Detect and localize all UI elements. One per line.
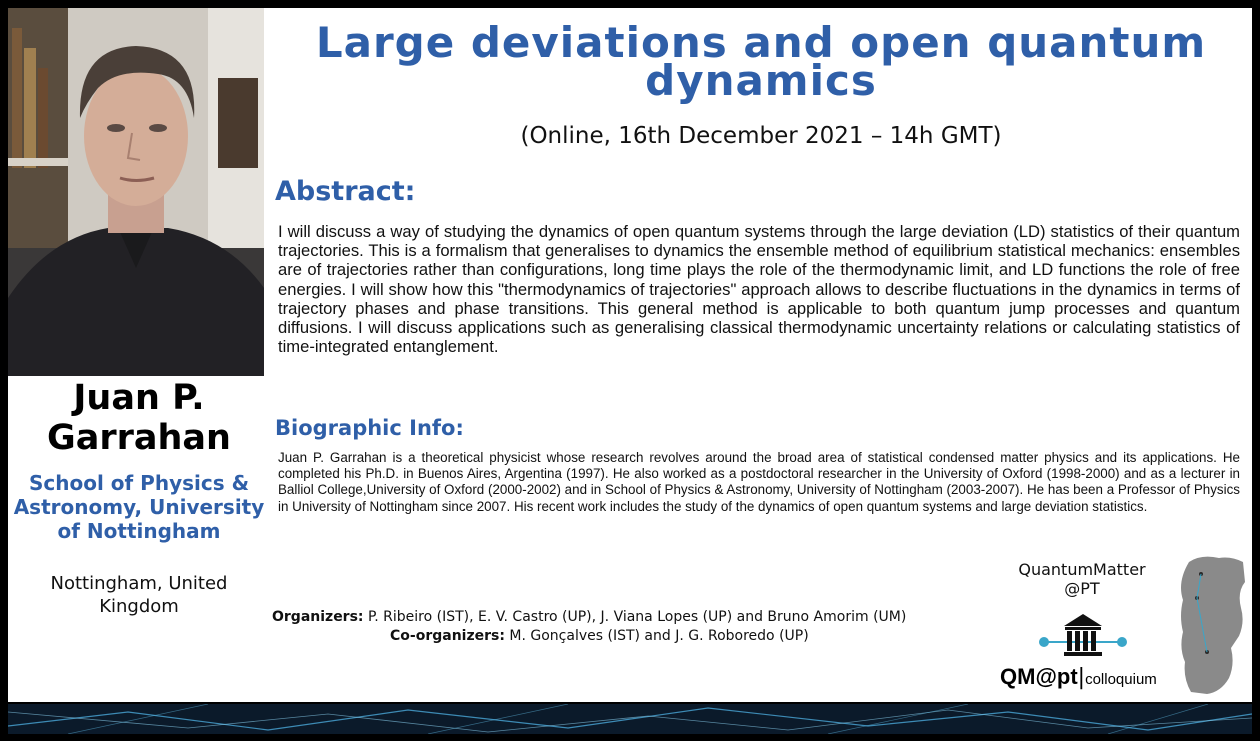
biography-text: Juan P. Garrahan is a theoretical physicist whose research revolves around the broad area of statistical condensed matter physics and its applications. He completed his Ph.D. in Buenos Aires, Argentina (1997). He also worked as a postdoctoral researcher in the University of Oxford (1998-2000) and as a lecturer in Balliol College,University of Oxford (2000-2002) and in School of Physics & Astronomy, University of Nottingham (2003-2007). He has been a Professor of Physics in University of Nottingham since 2007. His recent work includes the study of the dynamics of open quantum systems and large deviation statistics. [278,450,1240,514]
institution-columns-icon [1038,612,1128,658]
portugal-map-icon [1171,552,1251,698]
speaker-name: Juan P. Garrahan [47,378,231,458]
co-organizers-names: M. Gonçalves (IST) and J. G. Roboredo (UP) [509,628,809,644]
logo-line2: @PT [1064,579,1100,598]
organizers-block [272,608,972,646]
speaker-location: Nottingham, United Kingdom [50,573,228,617]
speaker-affiliation: School of Physics & Astronomy, University of Nottingham [13,471,265,543]
colloquium-brand [1000,664,1157,690]
brand-separator: | [1077,665,1086,690]
organizers-row [272,608,972,627]
decorative-network-band [8,704,1252,734]
poster-card [8,8,1252,702]
biography-heading: Biographic Info: [275,416,464,440]
co-organizers-label: Co-organizers: [390,628,505,644]
co-organizers-row [272,627,972,646]
brand-suffix: colloquium [1085,671,1157,688]
brand-name: QM@pt [1000,664,1078,689]
logo-line1: QuantumMatter [1018,560,1146,579]
organizers-label: Organizers: [272,609,364,625]
abstract-text: I will discuss a way of studying the dynamics of open quantum systems through the large deviation (LD) statistics of their quantum trajectories. This is a formalism that generalises to dynamics the ensemble method of equilibrium statistical mechanics: ensembles are of trajectories rather than configurations, long time plays the role of the thermodynamic limit, and LD functions the role of free energies. I will show how this "thermodynamics of trajectories" approach allows to describe fluctuations in the dynamics in terms of trajectory phases and phase transitions. This general method is applicable to both quantum jump processes and quantum diffusions. I will discuss applications such as generalising classical thermodynamic uncertainty relations or calculating statistics of time-integrated entanglement. [278,222,1240,357]
speaker-photo [8,8,264,376]
abstract-heading: Abstract: [275,176,416,207]
organizers-names: P. Ribeiro (IST), E. V. Castro (UP), J. Viana Lopes (UP) and Bruno Amorim (UM) [367,609,907,625]
talk-date: (Online, 16th December 2021 – 14h GMT) [520,123,1002,149]
logo-title [1011,560,1153,598]
talk-title: Large deviations and open quantum dynamics [315,18,1207,105]
